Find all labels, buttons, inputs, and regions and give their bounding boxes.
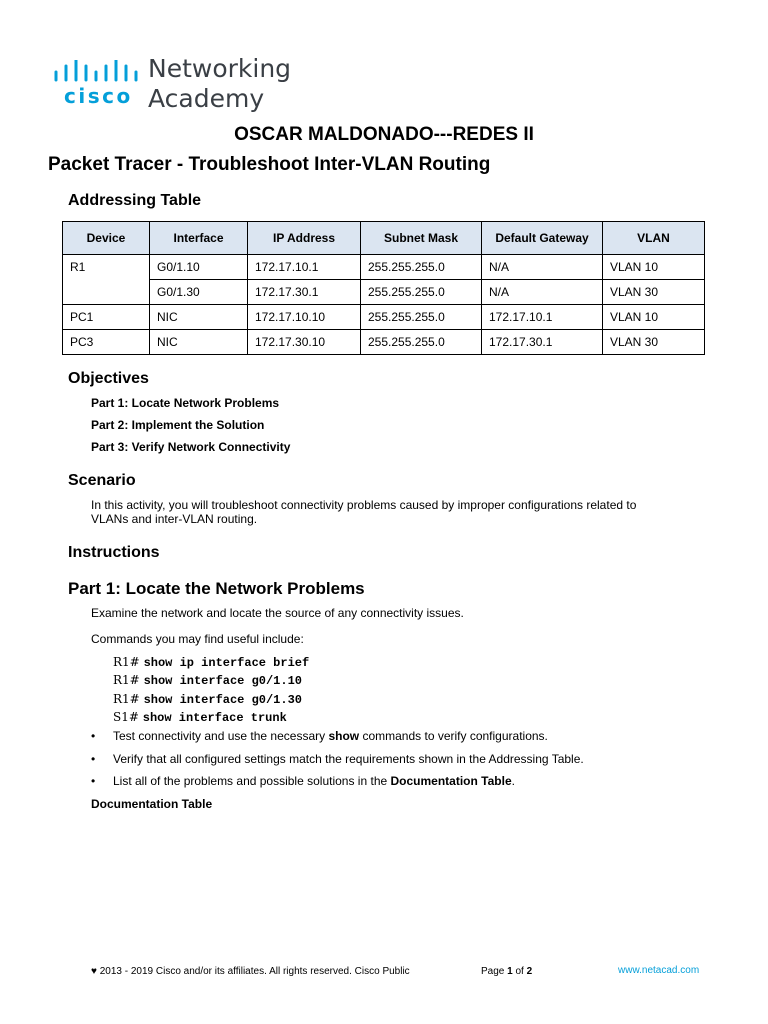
bullet-icon: • xyxy=(91,729,96,743)
command-line xyxy=(113,655,309,670)
command-text: show ip interface brief xyxy=(143,656,310,670)
scenario-line: In this activity, you will troubleshoot connectivity problems caused by improper configurations related to xyxy=(91,498,637,512)
col-header-device: Device xyxy=(63,222,150,255)
logo-networking-text: Networking xyxy=(148,54,292,83)
bullet-item: • List all of the problems and possible solutions in the Documentation Table. xyxy=(91,774,515,788)
footer-url-link[interactable]: www.netacad.com xyxy=(618,965,700,976)
col-header-ip-address: IP Address xyxy=(248,222,361,255)
command-line xyxy=(113,692,302,707)
table-cell: NIC xyxy=(150,305,248,330)
table-cell: VLAN 10 xyxy=(603,255,705,280)
document-title: Packet Tracer - Troubleshoot Inter-VLAN Routing xyxy=(48,154,491,175)
student-title: OSCAR MALDONADO---REDES II xyxy=(234,124,534,145)
bullet-icon: • xyxy=(91,752,96,766)
logo-academy-text: Academy xyxy=(148,84,265,113)
command-prompt: R1# xyxy=(113,655,140,669)
command-text: show interface g0/1.10 xyxy=(143,674,302,688)
footer-copyright: ♥ 2013 - 2019 Cisco and/or its affiliates. All rights reserved. Cisco Public xyxy=(91,966,410,977)
command-line xyxy=(113,710,287,725)
scenario-text xyxy=(91,498,691,526)
table-cell: N/A xyxy=(482,255,603,280)
addressing-table xyxy=(62,221,705,355)
table-row xyxy=(63,280,705,305)
bullet-item: • Test connectivity and use the necessary show commands to verify configurations. xyxy=(91,729,548,743)
command-prompt: R1# xyxy=(113,673,140,687)
objective-item: Part 3: Verify Network Connectivity xyxy=(91,440,291,454)
cisco-wordmark: cisco xyxy=(64,84,133,108)
table-cell: G0/1.30 xyxy=(150,280,248,305)
table-header-row xyxy=(63,222,705,255)
table-cell: 172.17.30.10 xyxy=(248,330,361,355)
table-cell: 255.255.255.0 xyxy=(361,330,482,355)
scenario-line: VLANs and inter-VLAN routing. xyxy=(91,512,258,526)
instructions-heading: Instructions xyxy=(68,544,160,561)
command-text: show interface trunk xyxy=(142,711,287,725)
table-cell: 172.17.10.10 xyxy=(248,305,361,330)
table-cell: PC1 xyxy=(63,305,150,330)
footer-page-number: Page 1 of 2 xyxy=(481,966,533,977)
cisco-bars-icon xyxy=(52,60,144,82)
documentation-table-label: Documentation Table xyxy=(91,797,213,811)
objective-item: Part 1: Locate Network Problems xyxy=(91,396,280,410)
objectives-heading: Objectives xyxy=(68,370,149,387)
command-line xyxy=(113,673,302,688)
part1-paragraph: Examine the network and locate the source of any connectivity issues. xyxy=(91,606,464,620)
addressing-table-heading: Addressing Table xyxy=(68,192,202,209)
col-header-default-gateway: Default Gateway xyxy=(482,222,603,255)
cisco-networking-academy-logo xyxy=(52,54,302,118)
table-cell: R1 xyxy=(63,255,150,305)
table-cell: 172.17.10.1 xyxy=(248,255,361,280)
table-row xyxy=(63,330,705,355)
col-header-interface: Interface xyxy=(150,222,248,255)
table-cell: N/A xyxy=(482,280,603,305)
table-cell: 255.255.255.0 xyxy=(361,305,482,330)
table-cell: VLAN 30 xyxy=(603,280,705,305)
bullet-icon: • xyxy=(91,774,96,788)
command-prompt: S1# xyxy=(113,710,139,724)
table-cell: G0/1.10 xyxy=(150,255,248,280)
col-header-subnet-mask: Subnet Mask xyxy=(361,222,482,255)
scenario-heading: Scenario xyxy=(68,472,136,489)
bullet-item: • Verify that all configured settings match the requirements shown in the Addressing Table. xyxy=(91,752,584,766)
table-cell: 172.17.30.1 xyxy=(482,330,603,355)
col-header-vlan: VLAN xyxy=(603,222,705,255)
table-cell: 255.255.255.0 xyxy=(361,280,482,305)
table-cell: 172.17.10.1 xyxy=(482,305,603,330)
command-text: show interface g0/1.30 xyxy=(143,693,302,707)
table-row xyxy=(63,305,705,330)
part1-heading: Part 1: Locate the Network Problems xyxy=(68,579,365,598)
table-cell: VLAN 30 xyxy=(603,330,705,355)
table-row xyxy=(63,255,705,280)
table-cell: NIC xyxy=(150,330,248,355)
table-cell: PC3 xyxy=(63,330,150,355)
part1-commands-intro: Commands you may find useful include: xyxy=(91,632,304,646)
command-prompt: R1# xyxy=(113,692,140,706)
table-cell: 172.17.30.1 xyxy=(248,280,361,305)
table-cell: 255.255.255.0 xyxy=(361,255,482,280)
objective-item: Part 2: Implement the Solution xyxy=(91,418,265,432)
table-cell: VLAN 10 xyxy=(603,305,705,330)
